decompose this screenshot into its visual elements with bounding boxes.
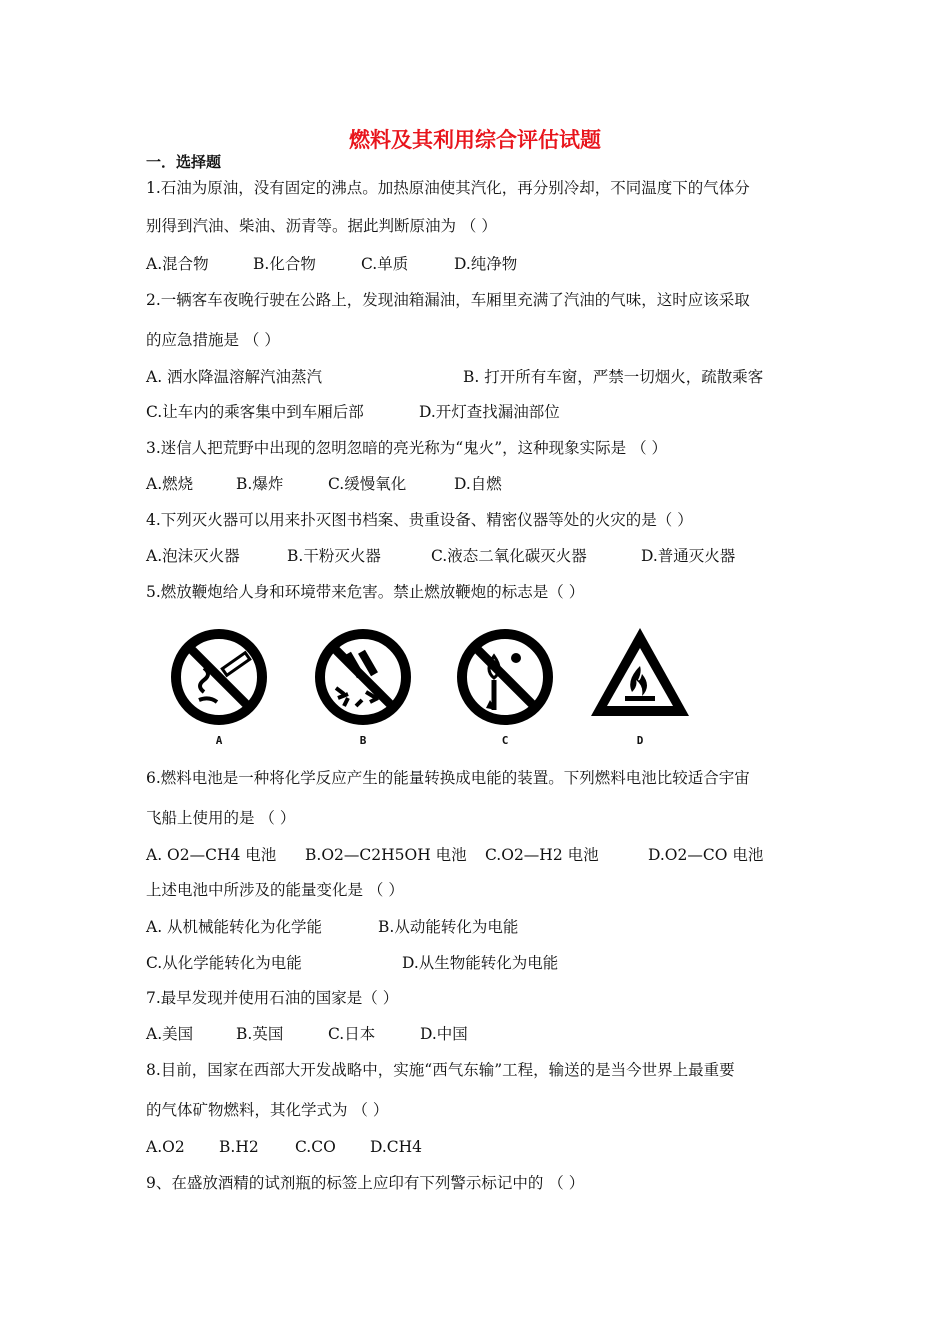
question-8-option-b: B.H2 (219, 1138, 259, 1156)
question-2-line-1: 2.一辆客车夜晚行驶在公路上，发现油箱漏油，车厢里充满了汽油的气味，这时应该采取 (146, 291, 750, 309)
question-2-option-a: A. 洒水降温溶解汽油蒸汽 (146, 368, 323, 386)
sign-b-label: B (359, 734, 367, 747)
question-7-option-c: C.日本 (328, 1025, 376, 1043)
question-1-option-a: A.混合物 (146, 255, 209, 273)
question-1-option-d: D.纯净物 (454, 255, 518, 273)
question-8-option-c: C.CO (295, 1138, 336, 1156)
question-3-option-b: B.爆炸 (236, 475, 284, 493)
question-6-line-1: 6.燃料电池是一种将化学反应产生的能量转换成电能的装置。下列燃料电池比较适合宇宙 (146, 769, 750, 787)
page-title: 燃料及其利用综合评估试题 (349, 128, 601, 152)
sign-d (585, 622, 695, 752)
question-6-option-b: B.O2—C2H5OH 电池 (305, 846, 467, 864)
question-1-line-2: 别得到汽油、柴油、沥青等。据此判断原油为 （ ） (146, 217, 497, 235)
question-8-line-1: 8.目前，国家在西部大开发战略中，实施“西气东输”工程，输送的是当今世界上最重要 (146, 1061, 735, 1079)
question-7-option-b: B.英国 (236, 1025, 284, 1043)
no-smoking-sign-icon (164, 622, 274, 732)
question-2-option-d: D.开灯查找漏油部位 (419, 403, 560, 421)
question-8-option-a: A.O2 (146, 1138, 185, 1156)
no-open-flame-sign-icon (450, 622, 560, 732)
question-6-sub: 上述电池中所涉及的能量变化是 （ ） (146, 881, 404, 899)
question-1-option-c: C.单质 (361, 255, 409, 273)
question-6-sub-option-c: C.从化学能转化为电能 (146, 954, 302, 972)
sign-b (308, 622, 418, 752)
question-3-option-a: A.燃烧 (146, 475, 194, 493)
question-8-line-2: 的气体矿物燃料，其化学式为 （ ） (146, 1101, 389, 1119)
sign-c-label: C (501, 734, 509, 747)
question-6-line-2: 飞船上使用的是 （ ） (146, 809, 296, 827)
question-7-line-1: 7.最早发现并使用石油的国家是（ ） (146, 989, 399, 1007)
question-6-sub-option-d: D.从生物能转化为电能 (402, 954, 559, 972)
question-6-option-d: D.O2—CO 电池 (648, 846, 764, 864)
question-7-option-d: D.中国 (420, 1025, 468, 1043)
question-7-option-a: A.美国 (146, 1025, 194, 1043)
question-8-option-d: D.CH4 (370, 1138, 423, 1156)
question-3-option-d: D.自燃 (454, 475, 502, 493)
question-2-line-2: 的应急措施是 （ ） (146, 331, 280, 349)
question-9-line-1: 9、在盛放酒精的试剂瓶的标签上应印有下列警示标记中的 （ ） (146, 1174, 585, 1192)
sign-options (160, 622, 700, 752)
question-6-sub-option-a: A. 从机械能转化为化学能 (146, 918, 323, 936)
flammable-warning-sign-icon (585, 622, 695, 732)
question-6-option-a: A. O2—CH4 电池 (146, 846, 277, 864)
section-heading: 一．选择题 (146, 153, 222, 171)
question-3-line-1: 3.迷信人把荒野中出现的忽明忽暗的亮光称为“鬼火”，这种现象实际是 （ ） (146, 439, 667, 457)
question-4-option-d: D.普通灭火器 (641, 547, 736, 565)
question-4-option-a: A.泡沫灭火器 (146, 547, 240, 565)
question-3-option-c: C.缓慢氧化 (328, 475, 407, 493)
question-1-line-1: 1.石油为原油，没有固定的沸点。加热原油使其汽化，再分别冷却，不同温度下的气体分 (146, 179, 750, 197)
question-2-option-c: C.让车内的乘客集中到车厢后部 (146, 403, 364, 421)
no-firecrackers-sign-icon (308, 622, 418, 732)
question-2-option-b: B. 打开所有车窗，严禁一切烟火，疏散乘客 (463, 368, 764, 386)
question-4-option-b: B.干粉灭火器 (287, 547, 381, 565)
question-1-option-b: B.化合物 (253, 255, 316, 273)
sign-a (164, 622, 274, 752)
question-6-sub-option-b: B.从动能转化为电能 (378, 918, 519, 936)
sign-a-label: A (215, 734, 223, 747)
sign-c (450, 622, 560, 752)
question-6-option-c: C.O2—H2 电池 (485, 846, 599, 864)
question-4-line-1: 4.下列灭火器可以用来扑灭图书档案、贵重设备、精密仪器等处的火灾的是（ ） (146, 511, 693, 529)
sign-d-label: D (636, 734, 644, 747)
question-4-option-c: C.液态二氧化碳灭火器 (431, 547, 587, 565)
question-5-line-1: 5.燃放鞭炮给人身和环境带来危害。禁止燃放鞭炮的标志是（ ） (146, 583, 585, 601)
